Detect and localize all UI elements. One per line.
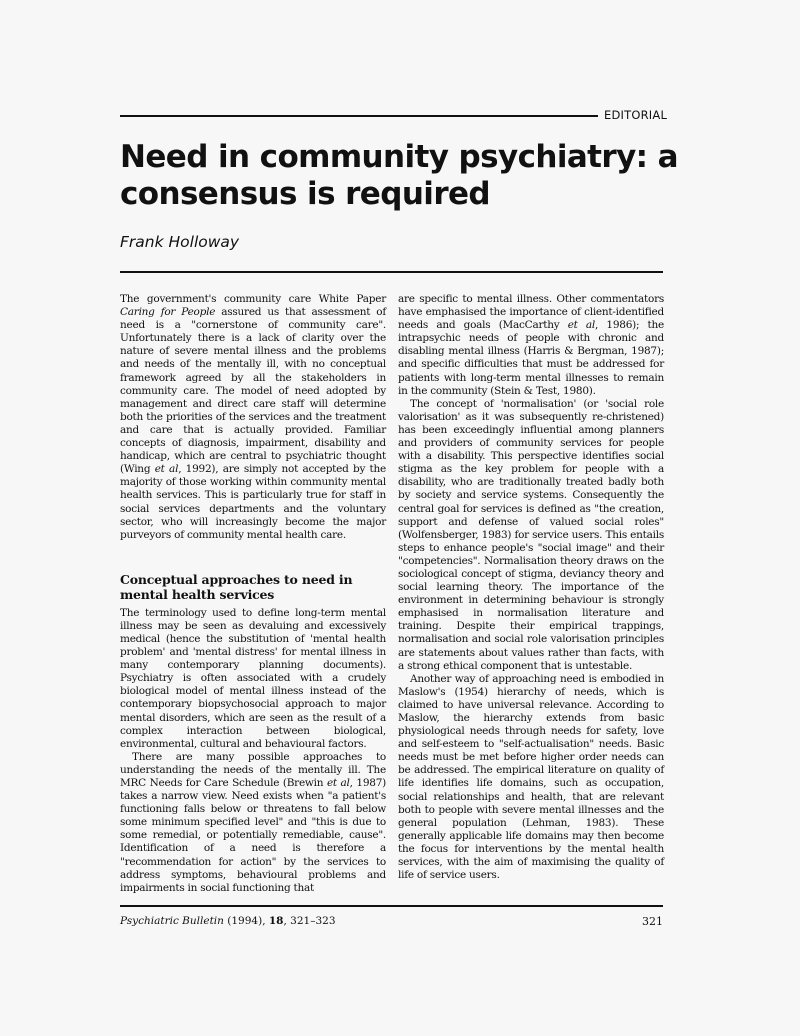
paragraph: Another way of approaching need is embodied in Maslow's (1954) hierarchy of needs, which is claimed to have universal relevance. According to Maslow, the hierarchy extends from basic physiological needs through needs for safety, love and self-esteem to "self-actualisation" needs. Basic needs must be met before higher order needs can be addressed. The empirical literature on quality of life identifies life domains, such as occupation, social relationships and health, that are relevant both to people with severe mental illnesses and the general population (Lehman, 1983). These generally applicable life domains may then become the focus for interventions by the mental health services, with the aim of maximising the quality of life of service users.	[398, 672, 664, 882]
page-number: 321	[642, 915, 663, 928]
section-heading: Conceptual approaches to need in mental health services	[120, 571, 353, 602]
citation-footer	[120, 915, 336, 927]
text-run: , 1992), are simply not accepted by the majority of those working within community mental health services. This is particularly true for staff in social services departments and the voluntary sector, who will increasingly become the major purveyors of community mental health care.	[120, 463, 387, 541]
section-rule	[120, 115, 598, 117]
paragraph: The terminology used to define long-term mental illness may be seen as devaluing and excessively medical (hence the substitution of 'mental health problem' and 'mental distress' for mental illness in many contemporary planning documents). Psychiatry is often associated with a crudely biological model of mental illness instead of the contemporary biopsychosocial approach to major mental disorders, which are seen as the result of a complex interaction between biological, environmental, cultural and behavioural factors.	[120, 606, 386, 750]
text-run: , 1987) takes a narrow view. Need exists when "a patient's functioning falls below or threatens to fall below some minimum specified level" and "this is due to some remedial, or potentially remediable, cause". Identification of a need is therefore a "recommendation for action" by the services to address symptoms, behavioural problems and impairments in social functioning that	[120, 777, 386, 894]
italic-citation: et al	[567, 319, 596, 332]
italic-title: Caring for People	[120, 306, 216, 319]
paragraph: The concept of 'normalisation' (or 'social role valorisation' as it was subsequently re-christened) has been exceedingly influential among planners and providers of community services for people with a disability. This perspective identifies social stigma as the key problem for people with a disability, who are traditionally treated badly both by society and service systems. Consequently the central goal for services is defined as "the creation, support and defense of valued social roles" (Wolfensberger, 1983) for service users. This entails steps to enhance people's "social image" and their "competencies". Normalisation theory draws on the sociological concept of stigma, deviancy theory and social learning theory. The importance of the environment in determining behaviour is strongly emphasised in normalisation literature and training. Despite their empirical trappings, normalisation and social role valorisation principles are statements about values rather than facts, with a strong ethical component that is untestable.	[398, 397, 664, 672]
text-run: assured us that assessment of need is a "cornerstone of community care". Unfortunately there is a lack of clarity over the nature of severe mental illness and the problems and needs of the mentally ill, with no conceptual framework agreed by all the stakeholders in community care. The model of need adopted by management and direct care staff will determine both the priorities of the services and the treatment and care that is actually provided. Familiar concepts of diagnosis, impairment, disability and handicap, which are central to psychiatric thought (Wing	[120, 306, 386, 476]
paragraph	[120, 751, 386, 895]
italic-citation: et al	[326, 777, 350, 789]
right-column	[398, 293, 664, 882]
text-run: are specific to mental illness. Other commentators have emphasised the importance of client-identified needs and goals (MacCarthy	[398, 293, 664, 332]
journal-volume: 18	[268, 915, 284, 927]
paragraph	[120, 293, 386, 542]
paragraph	[398, 293, 664, 398]
journal-year: (1994),	[223, 915, 269, 927]
journal-name: Psychiatric Bulletin	[120, 915, 224, 927]
section-tag: EDITORIAL	[604, 108, 668, 122]
journal-pages: , 321–323	[283, 915, 336, 927]
italic-citation: et al	[154, 463, 179, 476]
header-rule	[120, 271, 663, 273]
text-run: There are many possible approaches to understanding the needs of the mentally ill. The MRC Needs for Care Schedule (Brewin	[120, 750, 386, 789]
left-column	[120, 293, 386, 895]
footer-rule	[120, 905, 663, 907]
article-title: Need in community psychiatry: a consensus is required	[120, 139, 678, 212]
text-run: The government's community care White Paper	[120, 293, 386, 305]
article-author: Frank Holloway	[120, 233, 240, 251]
text-run: , 1986); the intrapsychic needs of people with chronic and disabling mental illness (Harris & Bergman, 1987); and specific difficulties that must be addressed for patients with long-term mental illnesses to remain in the community (Stein & Test, 1980).	[398, 319, 664, 397]
